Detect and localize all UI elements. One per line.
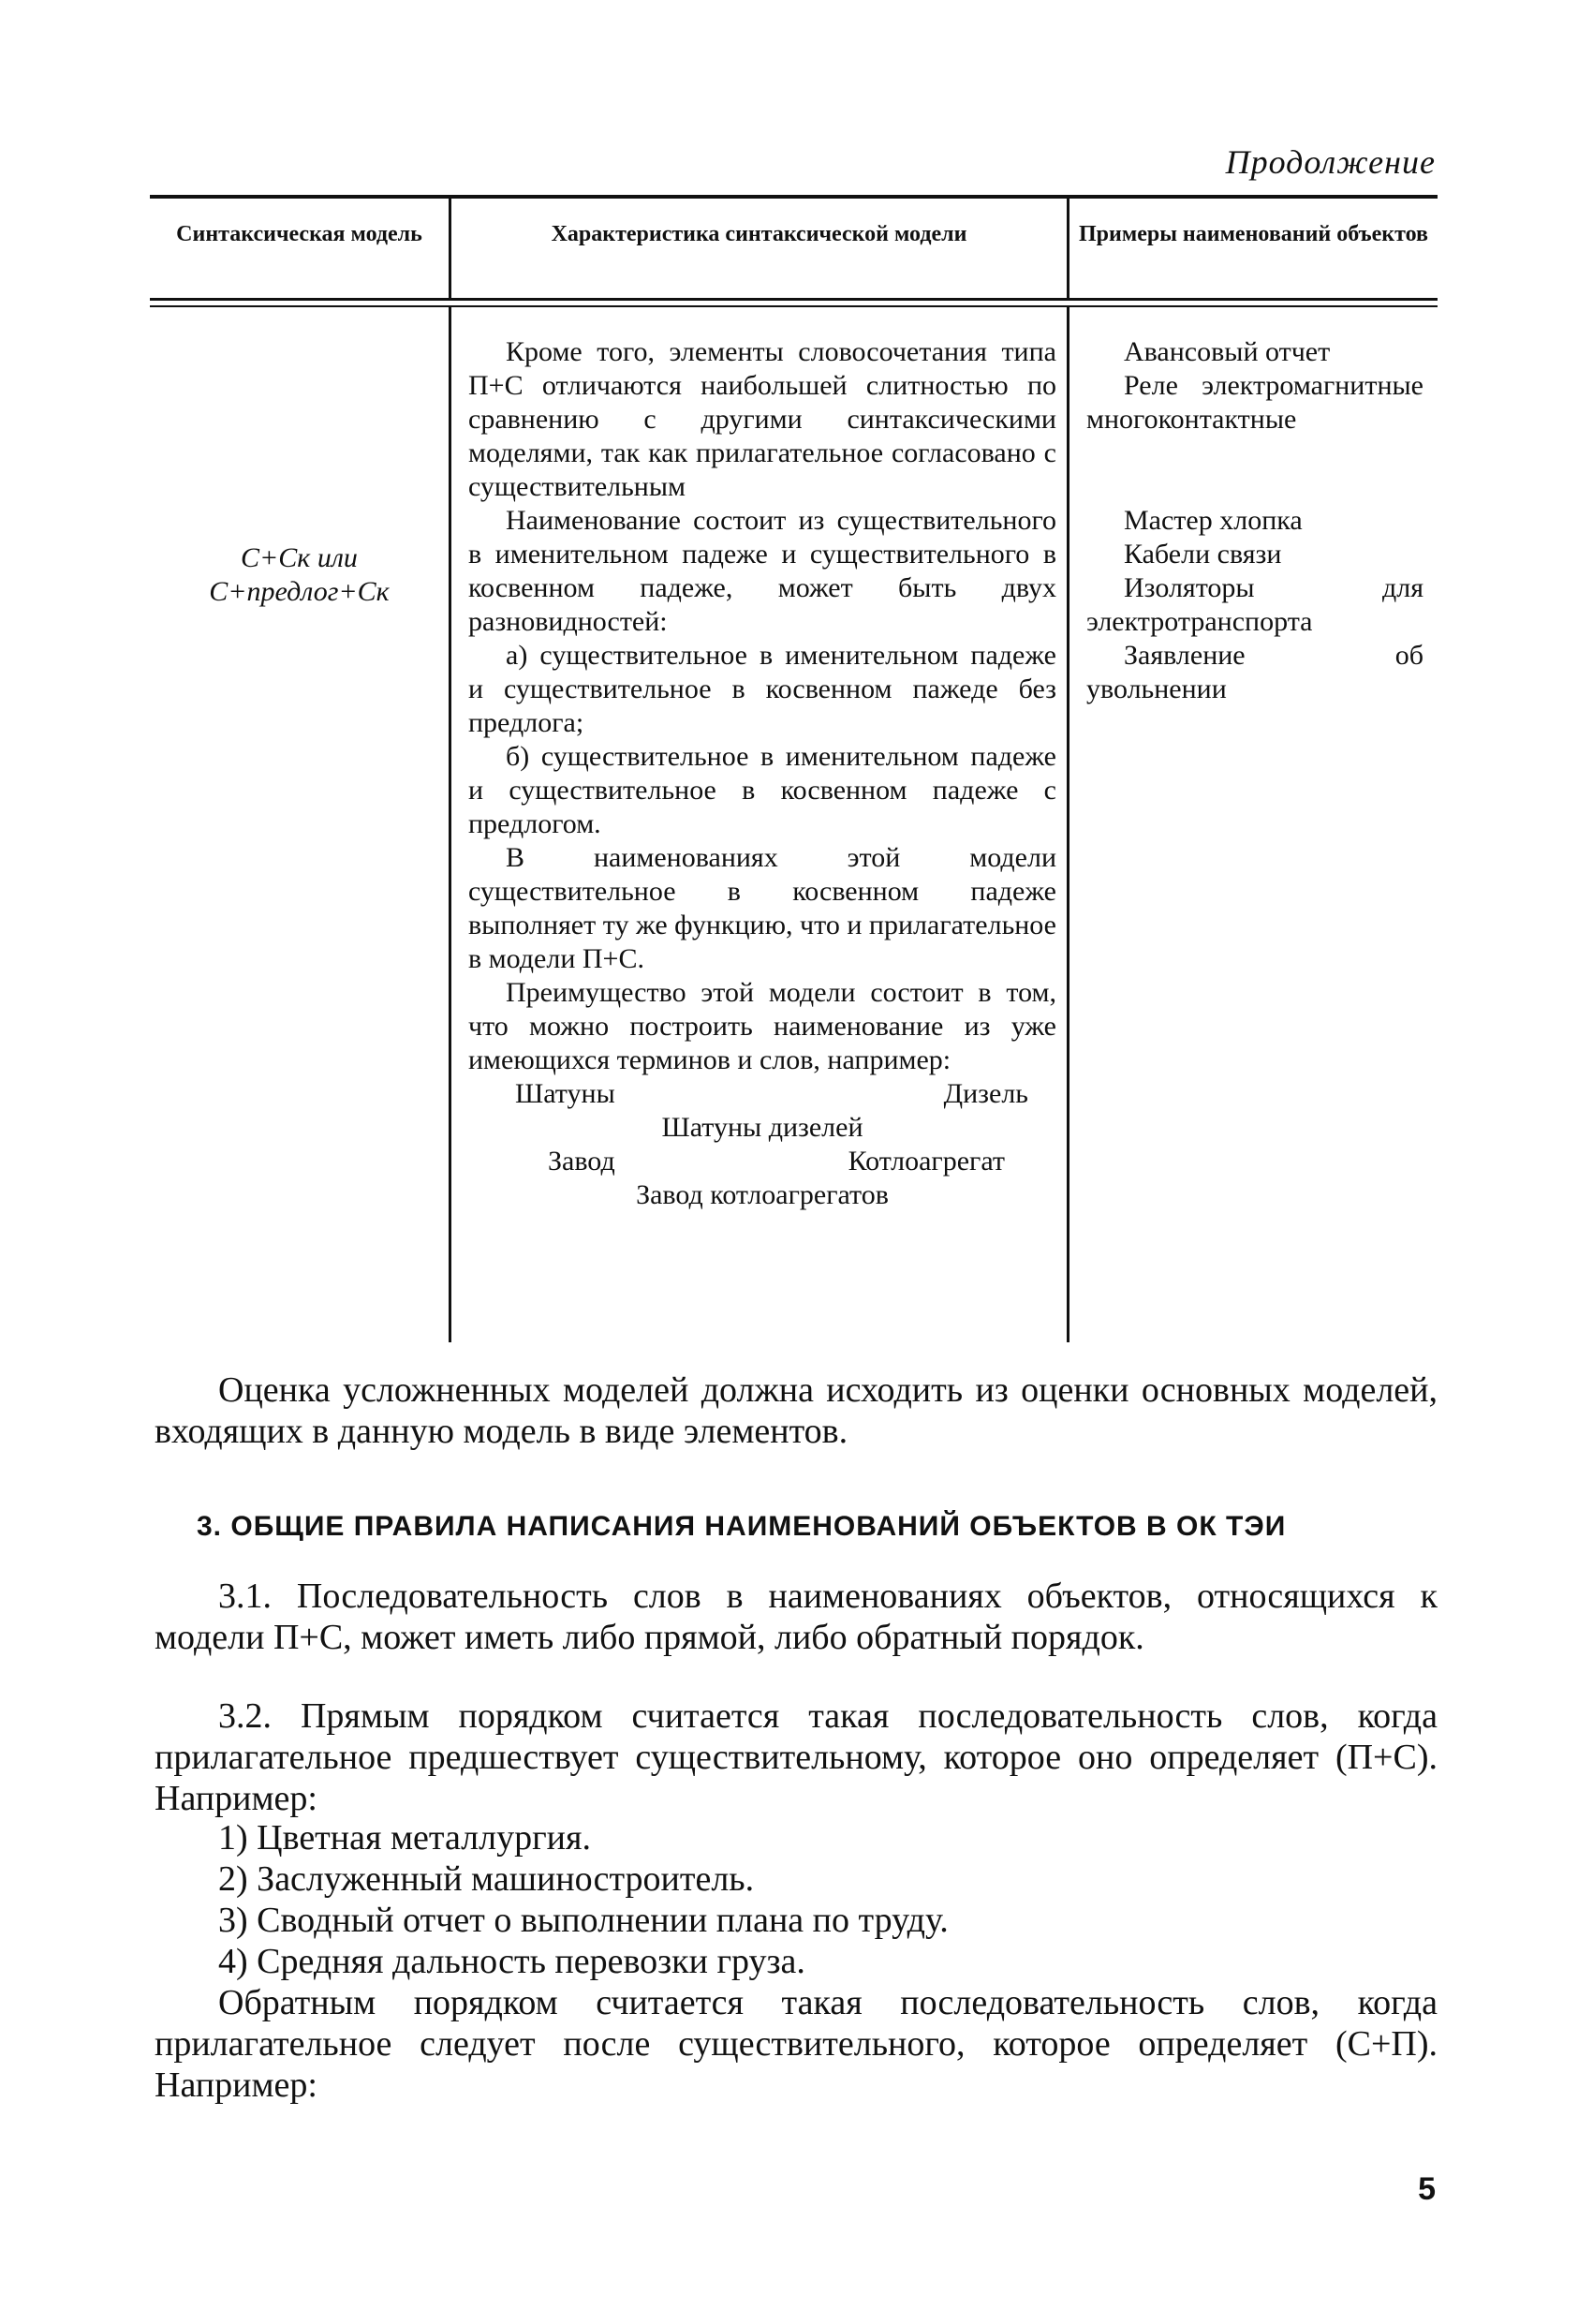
characteristic-paragraph: В наименованиях этой модели существительное в косвенном падеже выполняет ту же функцию, что и прилагательное в модели П+С. — [468, 842, 1056, 974]
characteristic-paragraph: а) существительное в именительном падеже и существительное в косвенном пажеде без предлога; — [468, 640, 1056, 738]
header-characteristic: Характеристика синтаксической модели — [551, 222, 967, 246]
characteristic-paragraph: б) существительное в именительном падеже и существительное в косвенном падеже с предлогом. — [468, 741, 1056, 839]
list-item: 3) Сводный отчет о выполнении плана по труду. — [218, 1901, 949, 1940]
column-divider — [449, 307, 451, 1342]
examples-cell — [1086, 335, 1423, 706]
example-item: Кабели связи — [1124, 539, 1282, 570]
header-syntax-model: Синтаксическая модель — [176, 222, 422, 246]
example-item: Авансовый отчет — [1124, 336, 1331, 367]
example-item: Изоляторы для электротранспорта — [1086, 572, 1423, 637]
example-list — [218, 1817, 949, 1982]
list-item: 1) Цветная металлургия. — [218, 1818, 591, 1858]
section-heading: 3. ОБЩИЕ ПРАВИЛА НАПИСАНИЯ НАИМЕНОВАНИЙ ОБЪЕКТОВ В ОК ТЭИ — [197, 1511, 1287, 1542]
example-term: Дизель — [943, 1078, 1028, 1109]
example-term: Завод — [548, 1146, 615, 1177]
model-cell — [150, 541, 449, 609]
syntax-models-table — [150, 195, 1438, 1342]
header-rule — [150, 298, 1438, 301]
example-result: Завод котлоагрегатов — [636, 1179, 889, 1210]
model-line: С+предлог+Ск — [209, 576, 390, 607]
example-item: Мастер хлопка — [1124, 505, 1303, 536]
header-examples: Примеры наименований объектов — [1079, 222, 1428, 246]
example-pair — [468, 1145, 1056, 1178]
header-rule-double — [150, 305, 1438, 307]
body-paragraph: Обратным порядком считается такая последовательность слов, когда прилагательное следует после существительного, которое определяет (С+П). Например: — [155, 1983, 1438, 2105]
body-paragraph: 3.1. Последовательность слов в наименованиях объектов, относящихся к модели П+С, может иметь либо прямой, либо обратный порядок. — [155, 1576, 1438, 1657]
example-pair — [468, 1077, 1056, 1111]
characteristic-paragraph: Преимущество этой модели состоит в том, что можно построить наименование из уже имеющихся терминов и слов, например: — [468, 977, 1056, 1075]
body-paragraph: Оценка усложненных моделей должна исходить из оценки основных моделей, входящих в данную модель в виде элементов. — [155, 1370, 1438, 1451]
characteristic-paragraph: Наименование состоит из существительного в именительном падеже и существительного в косвенном падеже, может быть двух разновидностей: — [468, 505, 1056, 637]
characteristic-cell — [468, 335, 1056, 1212]
model-line: С+Ск или — [241, 542, 358, 573]
list-item: 2) Заслуженный машиностроитель. — [218, 1859, 755, 1899]
example-item: Реле электромагнитные многоконтактные — [1086, 370, 1423, 435]
characteristic-paragraph: Кроме того, элементы словосочетания типа П+С отличаются наибольшей слитностью по сравнению с другими синтаксическими моделями, так как прилагательное согласовано с существительным — [468, 336, 1056, 502]
example-term: Котлоагрегат — [848, 1146, 1005, 1177]
example-term: Шатуны — [515, 1078, 615, 1109]
example-item: Заявление об увольнении — [1086, 640, 1423, 704]
page-number: 5 — [1418, 2171, 1436, 2207]
continued-label: Продолжение — [1225, 143, 1436, 181]
example-result: Шатуны дизелей — [661, 1112, 863, 1143]
column-divider — [1067, 307, 1069, 1342]
body-paragraph: 3.2. Прямым порядком считается такая последовательность слов, когда прилагательное предшествует существительному, которое оно определяет (П+С). Например: — [155, 1696, 1438, 1818]
list-item: 4) Средняя дальность перевозки груза. — [218, 1942, 805, 1981]
spacer — [1086, 437, 1423, 504]
table-top-rule — [150, 195, 1438, 199]
